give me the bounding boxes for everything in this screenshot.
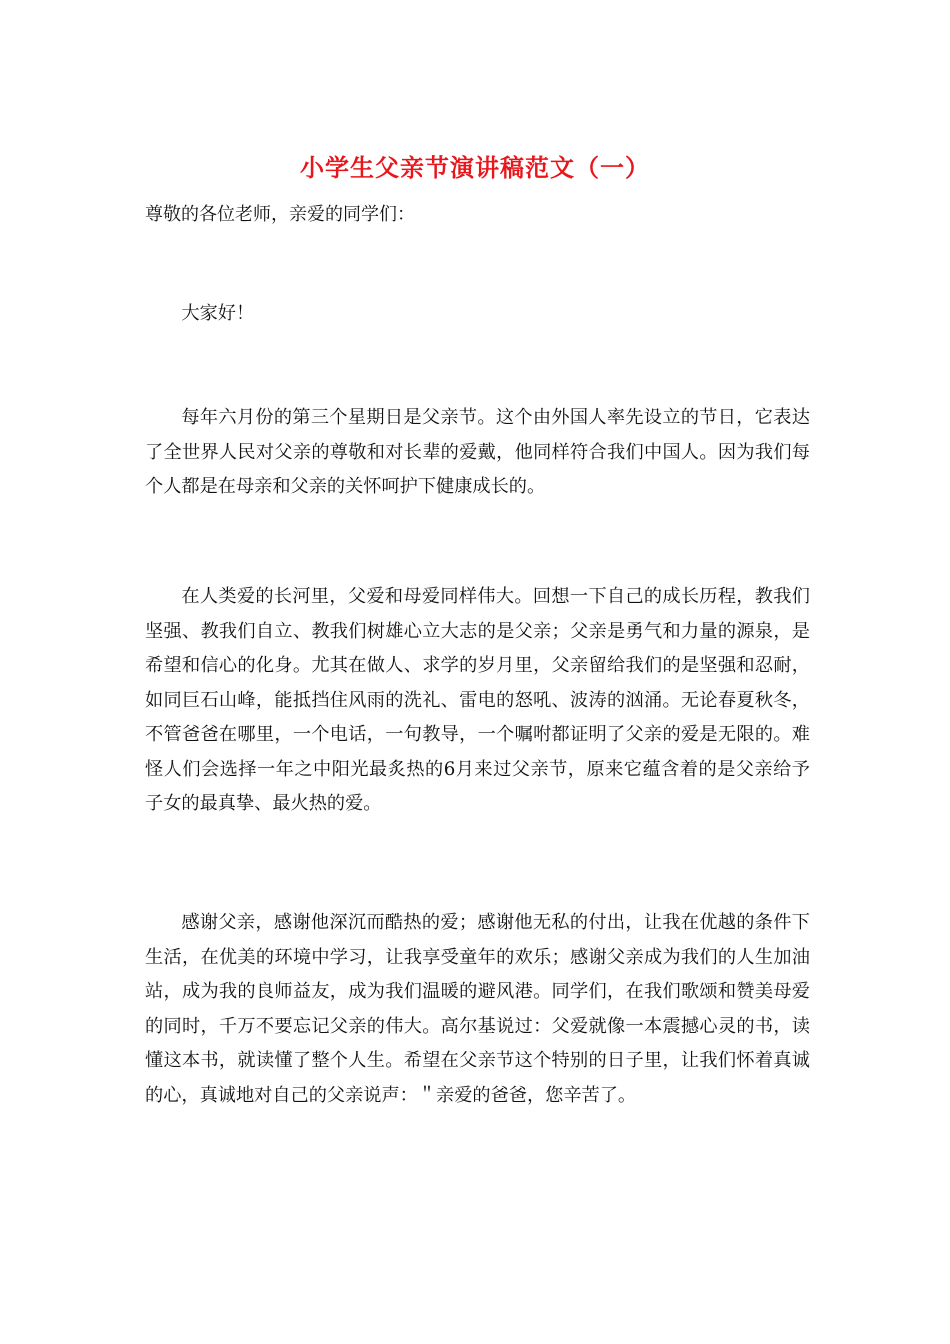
document-title: 小学生父亲节演讲稿范文（一）	[300, 153, 650, 182]
paragraph-1: 每年六月份的第三个星期日是父亲节。这个由外国人率先设立的节日，它表达了全世界人民对父亲的尊敬和对长辈的爱戴，他同样符合我们中国人。因为我们每个人都是在母亲和父亲的关怀呵护下健康成长的。	[145, 407, 810, 497]
salutation: 尊敬的各位老师，亲爱的同学们：	[145, 204, 415, 225]
paragraph-2: 在人类爱的长河里，父爱和母爱同样伟大。回想一下自己的成长历程，教我们坚强、教我们自立、教我们树雄心立大志的是父亲；父亲是勇气和力量的源泉，是希望和信心的化身。尤其在做人、求学的岁月里，父亲留给我们的是坚强和忍耐，如同巨石山峰，能抵挡住风雨的洗礼、雷电的怒吼、波涛的汹涌。无论春夏秋冬，不管爸爸在哪里，一个电话，一句教导，一个嘱咐都证明了父亲的爱是无限的。难怪人们会选择一年之中阳光最炙热的6月来过父亲节，原来它蕴含着的是父亲给予子女的最真挚、最火热的爱。	[145, 586, 810, 814]
greeting: 大家好！	[181, 303, 255, 324]
paragraph-3: 感谢父亲，感谢他深沉而酷热的爱；感谢他无私的付出，让我在优越的条件下生活，在优美的环境中学习，让我享受童年的欢乐；感谢父亲成为我们的人生加油站，成为我的良师益友，成为我们温暖的避风港。同学们，在我们歌颂和赞美母爱的同时，千万不要忘记父亲的伟大。高尔基说过：父爱就像一本震撼心灵的书，读懂这本书，就读懂了整个人生。希望在父亲节这个特别的日子里，让我们怀着真诚的心，真诚地对自己的父亲说声：＂亲爱的爸爸，您辛苦了。	[145, 912, 810, 1106]
